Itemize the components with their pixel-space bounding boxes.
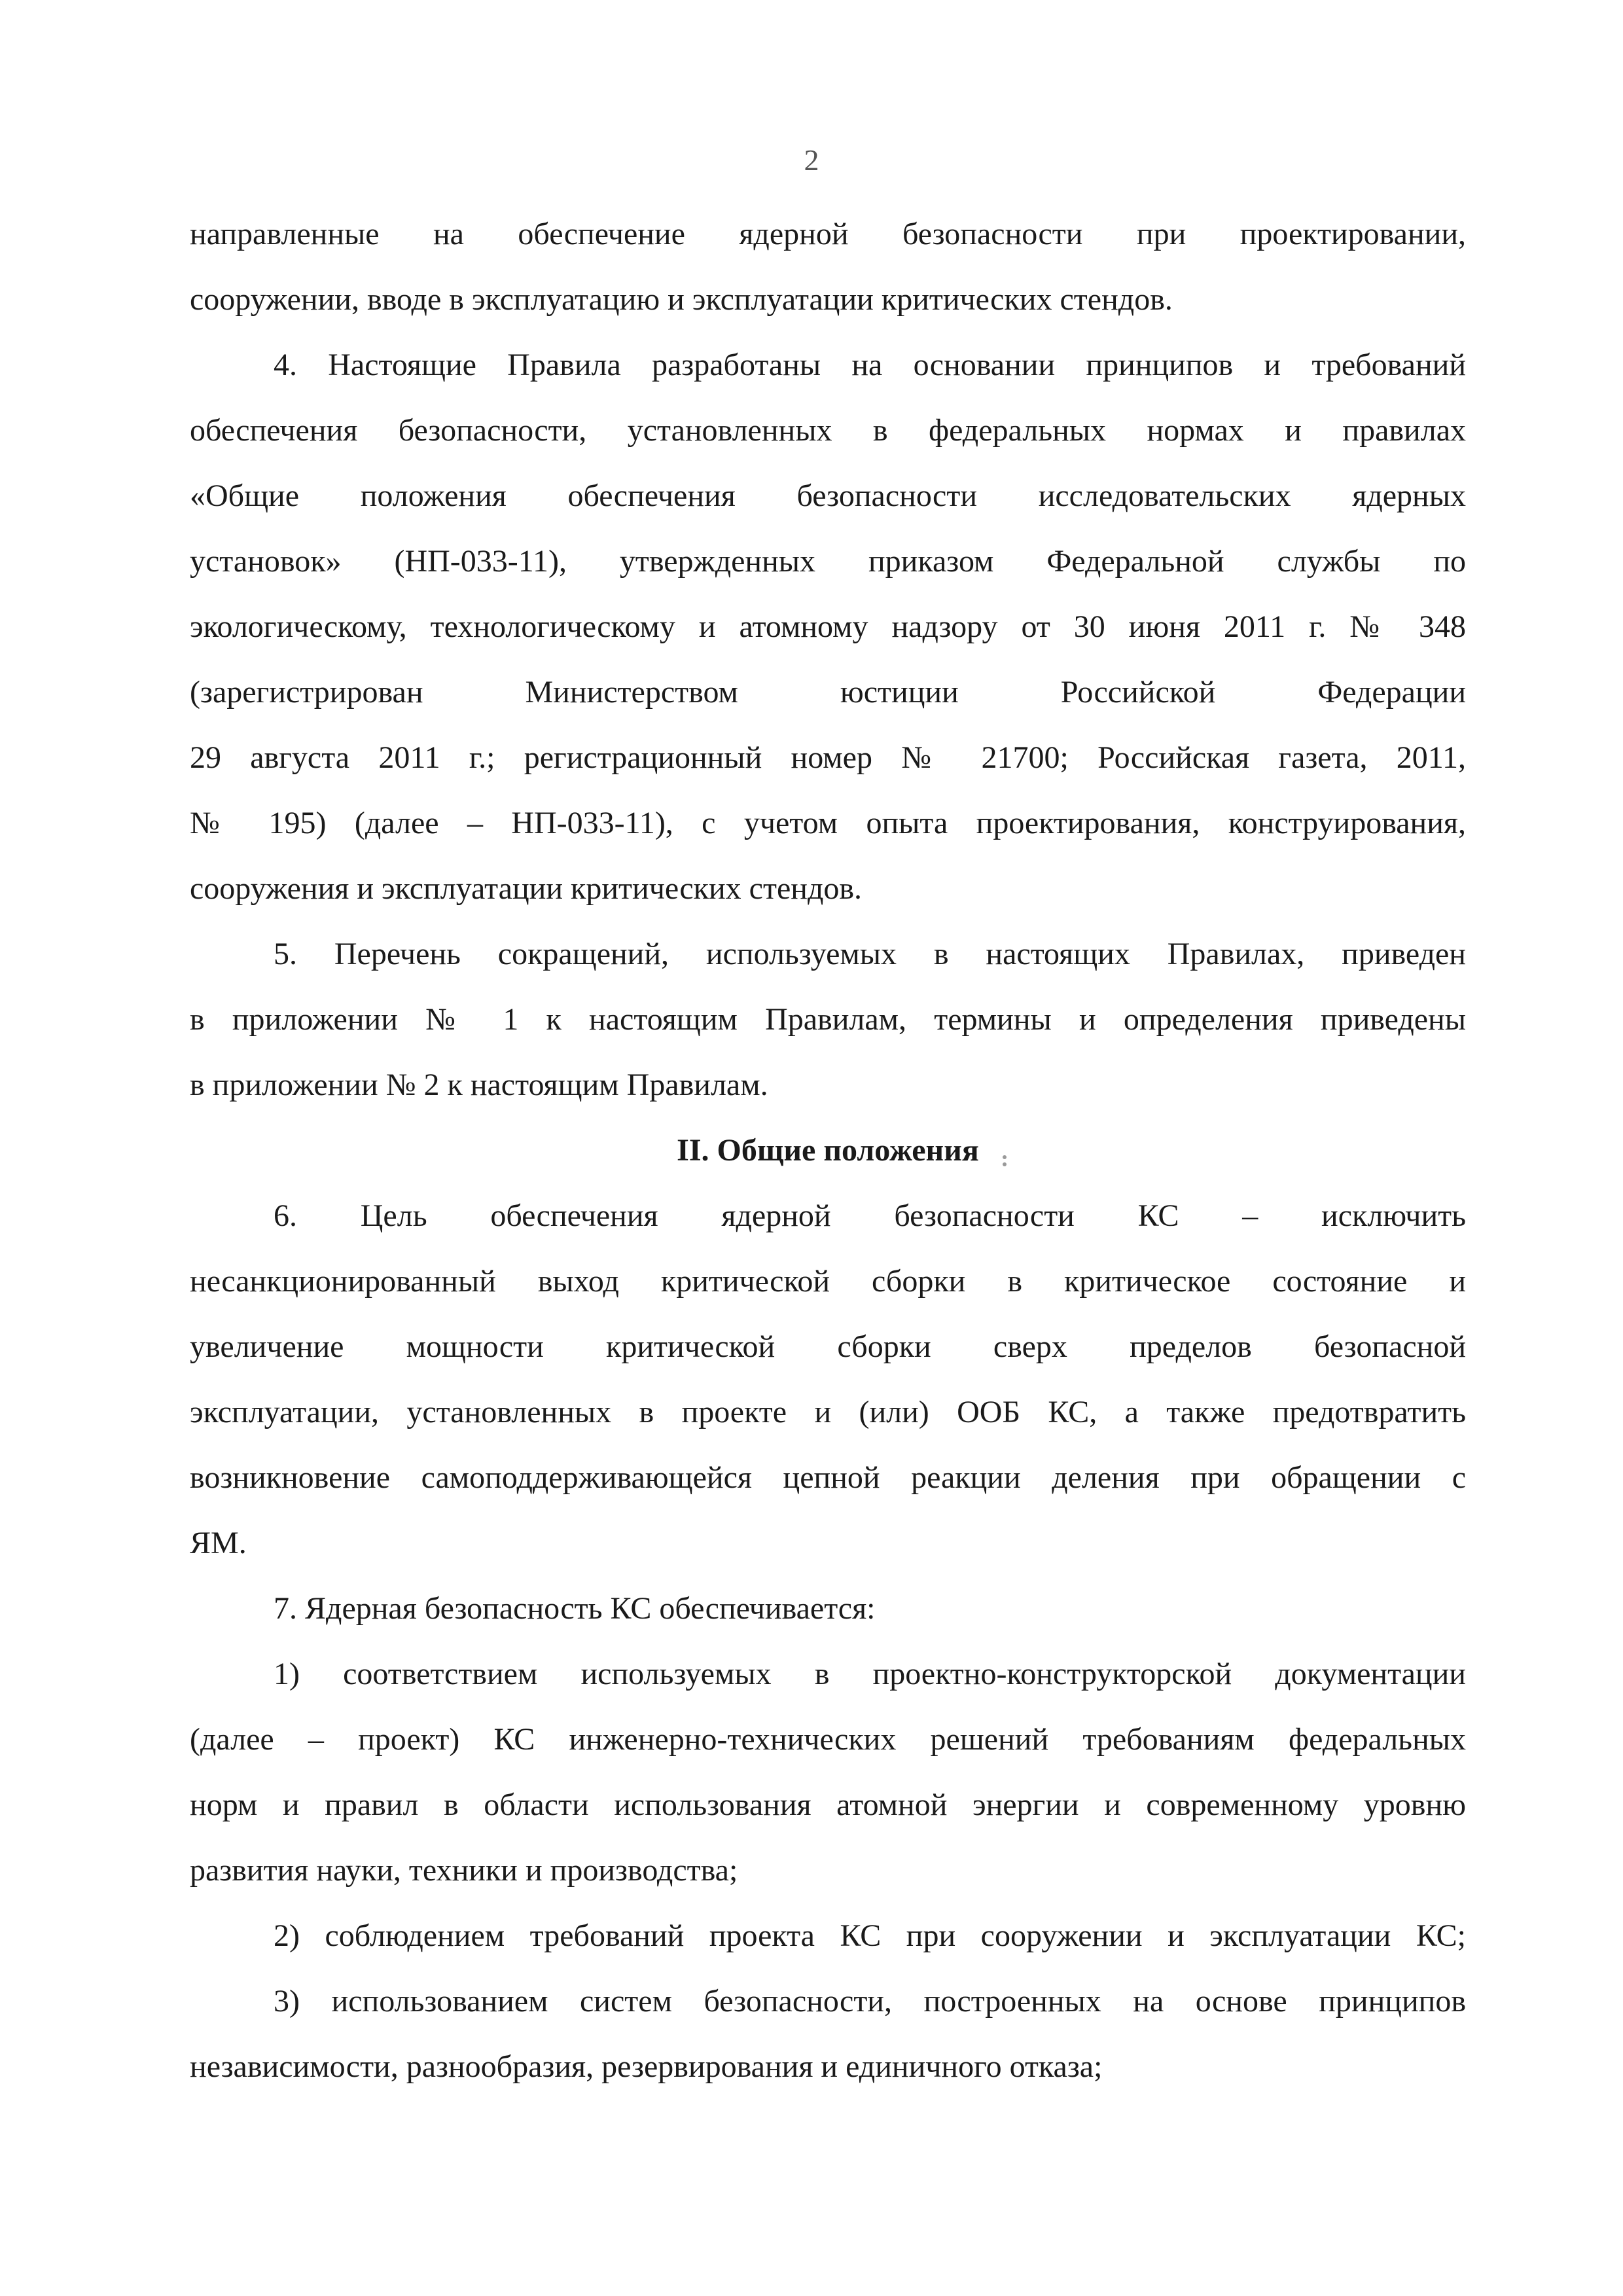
text-line: 29 августа 2011 г.; регистрационный номер № 21700; Российская газета, 2011,: [190, 740, 1466, 775]
paragraph-item-6: [190, 1183, 1466, 1576]
section-heading: II. Общие положения: [677, 1133, 979, 1168]
text-line: направленные на обеспечение ядерной безопасности при проектировании,: [190, 217, 1466, 251]
text-line: независимости, разнообразия, резервирования и единичного отказа;: [190, 2049, 1103, 2084]
text-line: несанкционированный выход критической сборки в критическое состояние и: [190, 1264, 1466, 1299]
page-number: 2: [804, 143, 819, 177]
text-line: 4. Настоящие Правила разработаны на основании принципов и требований: [274, 348, 1466, 382]
text-line: увеличение мощности критической сборки сверх пределов безопасной: [190, 1329, 1466, 1364]
text-line: установок» (НП-033-11), утвержденных приказом Федеральной службы по: [190, 544, 1466, 579]
text-line: (зарегистрирован Министерством юстиции Российской Федерации: [190, 675, 1466, 709]
scan-speck: [1003, 1162, 1007, 1166]
text-line: «Общие положения обеспечения безопасности исследовательских ядерных: [190, 478, 1466, 513]
text-line: в приложении № 2 к настоящим Правилам.: [190, 1067, 768, 1102]
paragraph-item-5: [190, 922, 1466, 1118]
text-line: 7. Ядерная безопасность КС обеспечивается:: [274, 1591, 876, 1626]
text-line: развития науки, техники и производства;: [190, 1853, 738, 1888]
text-line: возникновение самоподдерживающейся цепной реакции деления при обращении с: [190, 1460, 1466, 1495]
text-line: 5. Перечень сокращений, используемых в настоящих Правилах, приведен: [274, 937, 1466, 971]
document-body: [190, 202, 1466, 2100]
text-line: сооружения и эксплуатации критических стендов.: [190, 871, 863, 906]
text-line: № 195) (далее – НП-033-11), с учетом опыта проектирования, конструирования,: [190, 806, 1466, 840]
text-line: экологическому, технологическому и атомному надзору от 30 июня 2011 г. № 348: [190, 609, 1466, 644]
text-line: в приложении № 1 к настоящим Правилам, термины и определения приведены: [190, 1002, 1466, 1037]
text-line: 6. Цель обеспечения ядерной безопасности КС – исключить: [274, 1198, 1466, 1233]
paragraph-subitem-1: [190, 1641, 1466, 1903]
text-line: сооружении, вводе в эксплуатацию и эксплуатации критических стендов.: [190, 282, 1173, 317]
text-line: эксплуатации, установленных в проекте и (или) ООБ КС, а также предотвратить: [190, 1395, 1466, 1429]
paragraph-item-7: [190, 1576, 1466, 1641]
paragraph-item-4: [190, 332, 1466, 922]
text-line: 2) соблюдением требований проекта КС при сооружении и эксплуатации КС;: [274, 1918, 1466, 1953]
scan-speck: [1003, 1155, 1007, 1159]
text-line: ЯМ.: [190, 1526, 247, 1560]
text-line: 3) использованием систем безопасности, построенных на основе принципов: [274, 1984, 1466, 2018]
paragraph-subitem-2: [190, 1903, 1466, 1969]
paragraph-scope-continuation: [190, 202, 1466, 332]
text-line: обеспечения безопасности, установленных в федеральных нормах и правилах: [190, 413, 1466, 448]
text-line: (далее – проект) КС инженерно-технических решений требованиям федеральных: [190, 1722, 1466, 1757]
paragraph-subitem-3: [190, 1969, 1466, 2100]
text-line: 1) соответствием используемых в проектно-конструкторской документации: [274, 1657, 1466, 1691]
text-line: норм и правил в области использования атомной энергии и современному уровню: [190, 1787, 1466, 1822]
